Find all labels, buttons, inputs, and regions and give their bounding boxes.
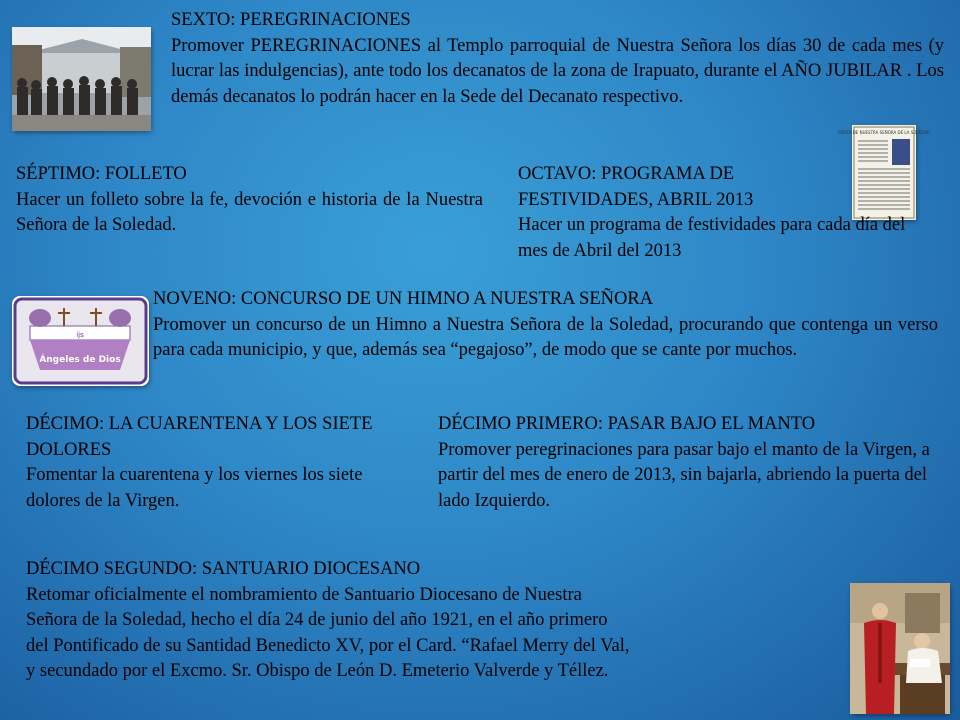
section-decimo-segundo: [26, 557, 856, 685]
section-sexto: [171, 8, 944, 110]
flyer-title: FIESTA DE NUESTRA SEÑORA DE LA SOLEDAD: [838, 130, 930, 135]
section-decimo-title: DÉCIMO: LA CUARENTENA Y LOS SIETE DOLORES: [26, 414, 373, 460]
section-sexto-body: Promover PEREGRINACIONES al Templo parroquial de Nuestra Señora los días 30 de cada mes (y lucrar las indulgencias), ante todo los decanatos de la zona de Irapuato, durante el AÑO JUBILAR . Los demás decanatos lo podrán hacer en la Sede del Decanato respectivo.: [171, 35, 944, 107]
section-decimo-segundo-line1: Retomar oficialmente el nombramiento de Santuario Diocesano de Nuestra: [26, 584, 582, 605]
angeles-de-dios-logo: [12, 296, 149, 386]
cardinal-pope-photo: [850, 583, 950, 714]
pilgrimage-photo: [12, 27, 151, 131]
section-decimo-primero: [438, 412, 938, 514]
section-septimo-body: Hacer un folleto sobre la fe, devoción e historia de la Nuestra Señora de la Soledad.: [16, 189, 483, 235]
section-sexto-title: SEXTO: PEREGRINACIONES: [171, 10, 411, 30]
section-noveno-title: NOVENO: CONCURSO DE UN HIMNO A NUESTRA SEÑORA: [153, 289, 654, 309]
logo-top-text: ijs: [76, 331, 84, 339]
section-decimo: [26, 412, 411, 514]
section-decimo-primero-title: DÉCIMO PRIMERO: PASAR BAJO EL MANTO: [438, 414, 816, 434]
section-septimo: [16, 162, 483, 239]
section-octavo-title-line2: FESTIVIDADES, ABRIL 2013: [518, 189, 754, 210]
section-decimo-segundo-title: DÉCIMO SEGUNDO: SANTUARIO DIOCESANO: [26, 559, 421, 579]
section-decimo-segundo-line3: del Pontificado de su Santidad Benedicto XV, por el Card. “Rafael Merry del Val,: [26, 635, 630, 656]
section-noveno: [153, 287, 938, 364]
section-septimo-title: SÉPTIMO: FOLLETO: [16, 164, 187, 184]
section-decimo-segundo-line2: Señora de la Soledad, hecho el día 24 de junio del año 1921, en el año primero: [26, 610, 608, 630]
section-octavo-body: Hacer un programa de festividades para cada día del mes de Abril del 2013: [518, 215, 906, 261]
section-decimo-body: Fomentar la cuarentena y los viernes los siete dolores de la Virgen.: [26, 465, 363, 511]
logo-caption: Ángeles de Dios: [39, 355, 121, 365]
section-noveno-body: Promover un concurso de un Himno a Nuestra Señora de la Soledad, procurando que contenga un verso para cada municipio, y que, además sea “pegajoso”, de modo que se cante por muchos.: [153, 314, 938, 360]
section-decimo-segundo-line4: y secundado por el Excmo. Sr. Obispo de León D. Emeterio Valverde y Téllez.: [26, 661, 609, 681]
section-decimo-primero-body: Promover peregrinaciones para pasar bajo el manto de la Virgen, a partir del mes de enero de 2013, sin bajarla, abriendo la puerta del lado Izquierdo.: [438, 439, 930, 511]
section-octavo: [518, 162, 938, 264]
section-octavo-title-line1: OCTAVO: PROGRAMA DE: [518, 164, 735, 184]
